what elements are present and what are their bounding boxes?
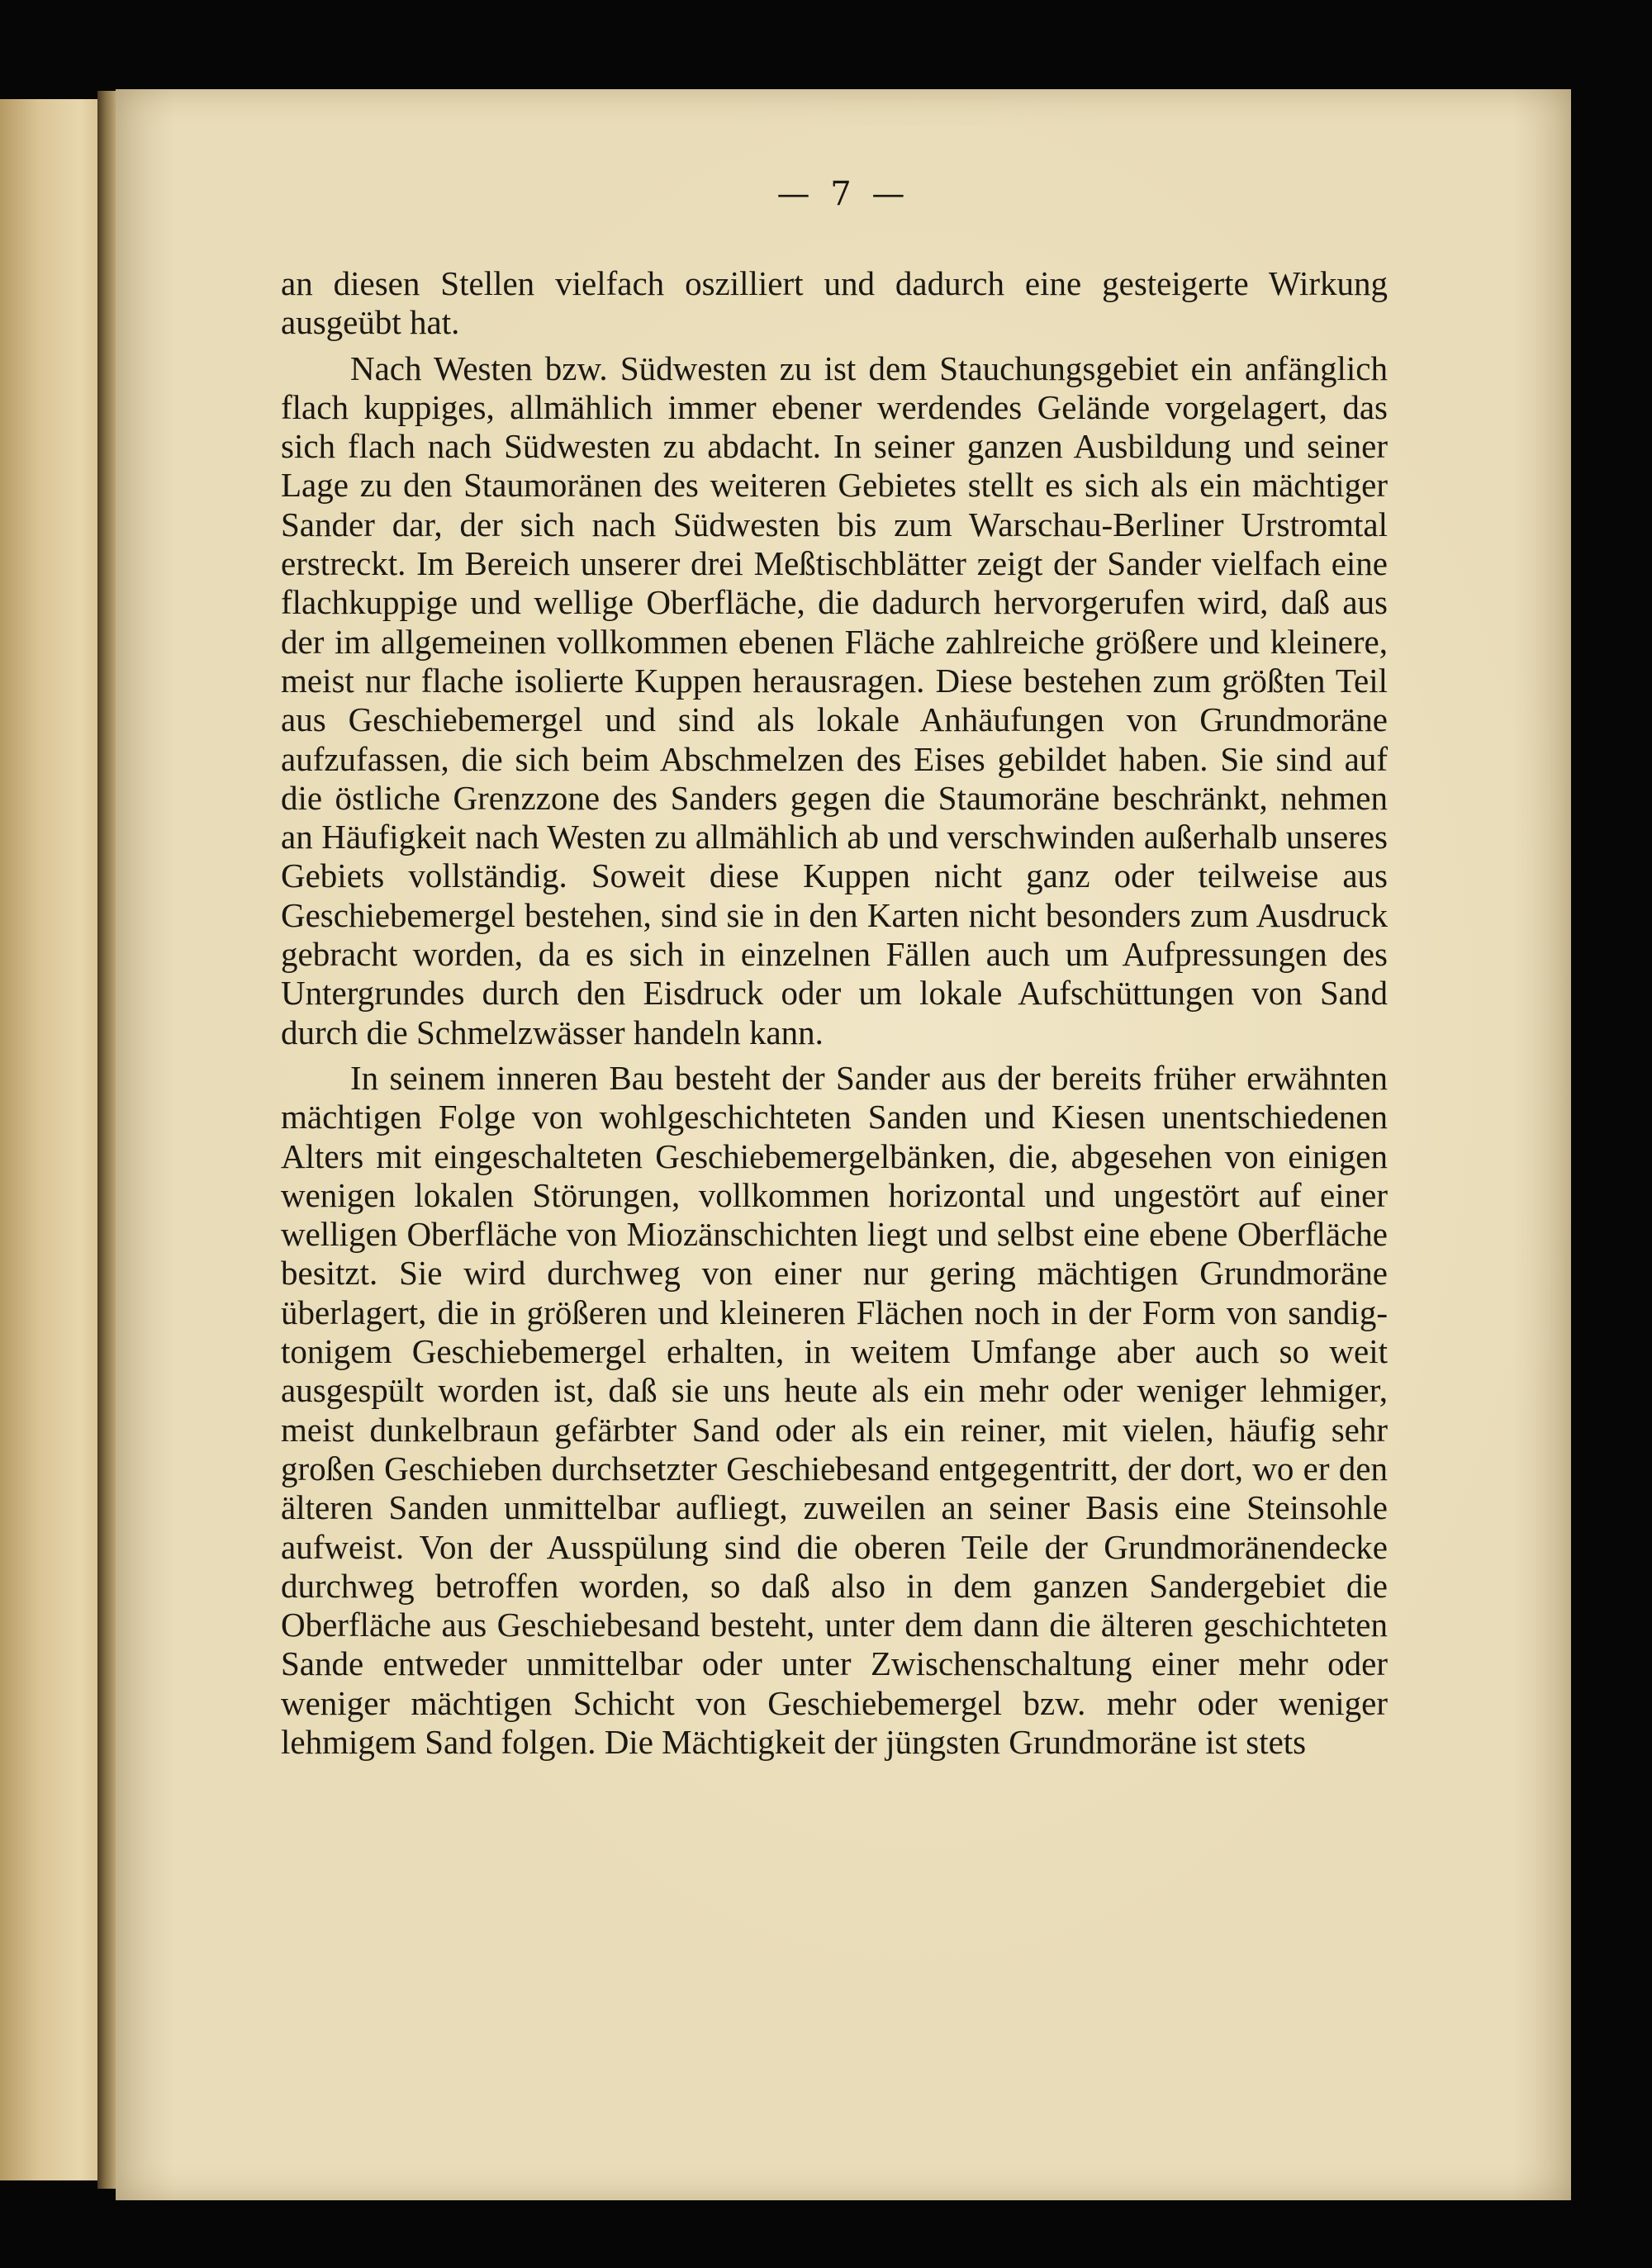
body-text — [281, 264, 1388, 1768]
paragraph-sander-surface: Nach Westen bzw. Südwesten zu ist dem Stauchungsgebiet ein anfänglich flach kuppiges, allmählich immer ebener werdendes Gelände vorgelagert, das sich flach nach Südwesten zu abdacht. In seiner ganzen Ausbildung und seiner Lage zu den Staumoränen des weiteren Gebietes stellt es sich als ein mächtiger Sander dar, der sich nach Südwesten bis zum Warschau-Berliner Urstromtal erstreckt. Im Bereich unserer drei Meßtischblätter zeigt der Sander vielfach eine flachkuppige und wellige Oberfläche, die dadurch hervorgerufen wird, daß aus der im allgemeinen vollkommen ebenen Fläche zahlreiche größere und kleinere, meist nur flache isolierte Kuppen herausragen. Diese bestehen zum größten Teil aus Geschiebemergel und sind als lokale Anhäufungen von Grundmoräne aufzufassen, die sich beim Abschmelzen des Eises gebildet haben. Sie sind auf die östliche Grenzzone des Sanders gegen die Staumoräne beschränkt, nehmen an Häufigkeit nach Westen zu allmählich ab und verschwinden außerhalb unseres Gebiets vollständig. Soweit diese Kuppen nicht ganz oder teilweise aus Geschiebemergel bestehen, sind sie in den Karten nicht besonders zum Ausdruck gebracht worden, da es sich in einzelnen Fällen auch um Aufpressungen des Untergrundes durch den Eisdruck oder um lokale Aufschüttungen von Sand durch die Schmelzwässer handeln kann. — [281, 349, 1388, 1051]
paragraph-continued: an diesen Stellen vielfach oszilliert und dadurch eine gesteigerte Wirkung ausgeübt hat. — [281, 264, 1388, 342]
page-number: — 7 — — [776, 175, 910, 213]
paragraph-sander-structure: In seinem inneren Bau besteht der Sander aus der bereits früher erwähnten mächtigen Folge von wohlgeschichteten Sanden und Kiesen unentschiedenen Alters mit eingeschalteten Geschiebemergelbänken, die, abgesehen von einigen wenigen lokalen Störungen, vollkommen horizontal und ungestört auf einer welligen Oberfläche von Miozänschichten liegt und selbst eine ebene Oberfläche besitzt. Sie wird durchweg von einer nur gering mächtigen Grundmoräne überlagert, die in größeren und kleineren Flächen noch in der Form von sandig-tonigem Geschiebemergel erhalten, in weitem Umfange aber auch so weit ausgespült worden ist, daß sie uns heute als ein mehr oder weniger lehmiger, meist dunkelbraun gefärbter Sand oder als ein reiner, mit vielen, häufig sehr großen Geschieben durchsetzter Geschiebesand entgegentritt, der dort, wo er den älteren Sanden unmittelbar aufliegt, zuweilen an seiner Basis eine Steinsohle aufweist. Von der Ausspülung sind die oberen Teile der Grundmoränendecke durchweg betroffen worden, so daß also in dem ganzen Sandergebiet die Oberfläche aus Geschiebesand besteht, unter dem dann die älteren geschichteten Sande entweder unmittelbar oder unter Zwischenschaltung einer mehr oder weniger mächtigen Schicht von Geschiebemergel bzw. mehr oder weniger lehmigem Sand folgen. Die Mächtigkeit der jüngsten Grundmoräne ist stets — [281, 1058, 1388, 1761]
facing-page-edge — [0, 99, 107, 2180]
